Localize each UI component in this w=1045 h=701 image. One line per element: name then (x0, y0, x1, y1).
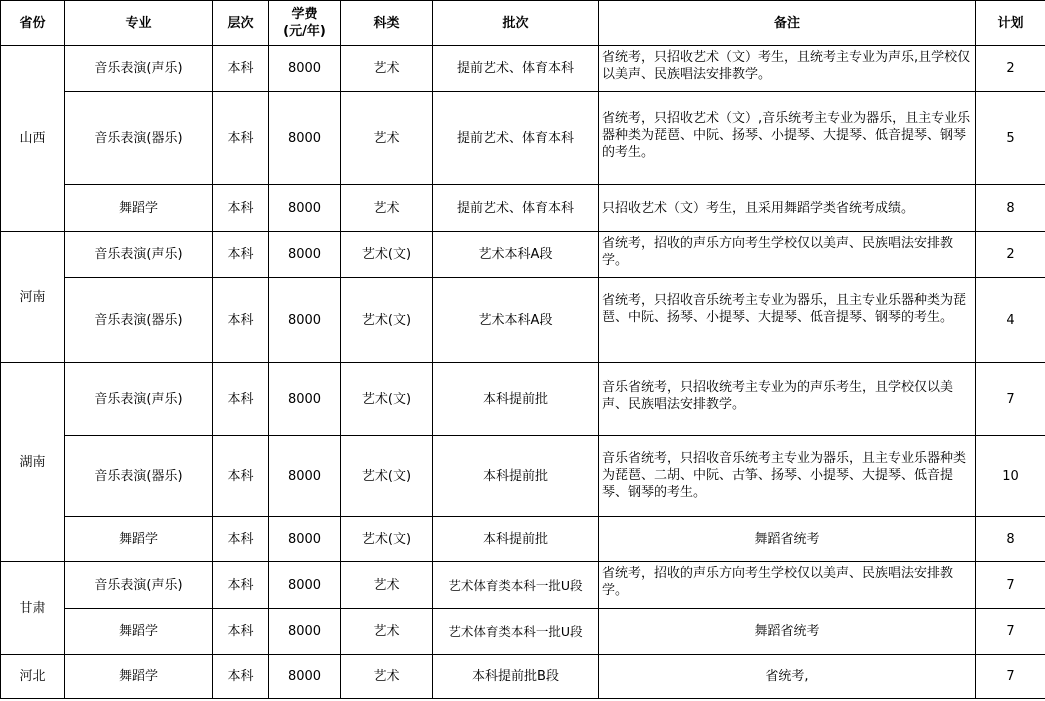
category-cell: 艺术(文) (341, 232, 433, 278)
major-cell: 音乐表演(声乐) (65, 232, 213, 278)
fee-cell: 8000 (269, 655, 341, 699)
fee-cell: 8000 (269, 46, 341, 92)
batch-cell: 艺术体育类本科一批U段 (433, 609, 599, 655)
header-fee: 学费 (元/年) (269, 1, 341, 46)
level-cell: 本科 (213, 92, 269, 185)
note-cell: 省统考, (599, 655, 976, 699)
batch-cell: 艺术本科A段 (433, 232, 599, 278)
fee-cell: 8000 (269, 185, 341, 232)
province-cell: 甘肃 (1, 562, 65, 655)
header-province: 省份 (1, 1, 65, 46)
note-cell: 省统考，招收的声乐方向考生学校仅以美声、民族唱法安排教学。 (599, 562, 976, 609)
major-cell: 音乐表演(声乐) (65, 363, 213, 436)
fee-cell: 8000 (269, 363, 341, 436)
category-cell: 艺术 (341, 562, 433, 609)
batch-cell: 提前艺术、体育本科 (433, 46, 599, 92)
table-row (1, 185, 1045, 232)
fee-cell: 8000 (269, 92, 341, 185)
level-cell: 本科 (213, 46, 269, 92)
level-cell: 本科 (213, 655, 269, 699)
major-cell: 舞蹈学 (65, 517, 213, 562)
plan-cell: 2 (976, 46, 1045, 92)
note-cell: 省统考，只招收艺术（文）考生，且统考主专业为声乐,且学校仅以美声、民族唱法安排教学。 (599, 46, 976, 92)
header-note: 备注 (599, 1, 976, 46)
level-cell: 本科 (213, 609, 269, 655)
table-row (1, 278, 1045, 363)
plan-cell: 7 (976, 655, 1045, 699)
note-cell: 省统考，只招收音乐统考主专业为器乐，且主专业乐器种类为琵琶、中阮、扬琴、小提琴、大提琴、低音提琴、钢琴的考生。 (599, 278, 976, 363)
level-cell: 本科 (213, 436, 269, 517)
note-cell: 省统考，招收的声乐方向考生学校仅以美声、民族唱法安排教学。 (599, 232, 976, 278)
category-cell: 艺术 (341, 655, 433, 699)
plan-cell: 7 (976, 363, 1045, 436)
header-plan: 计划 (976, 1, 1045, 46)
batch-cell: 本科提前批 (433, 436, 599, 517)
header-level: 层次 (213, 1, 269, 46)
major-cell: 音乐表演(器乐) (65, 436, 213, 517)
category-cell: 艺术 (341, 185, 433, 232)
category-cell: 艺术 (341, 92, 433, 185)
category-cell: 艺术 (341, 609, 433, 655)
plan-cell: 7 (976, 609, 1045, 655)
header-category: 科类 (341, 1, 433, 46)
batch-cell: 本科提前批 (433, 363, 599, 436)
header-major: 专业 (65, 1, 213, 46)
fee-cell: 8000 (269, 232, 341, 278)
major-cell: 舞蹈学 (65, 609, 213, 655)
fee-cell: 8000 (269, 609, 341, 655)
level-cell: 本科 (213, 232, 269, 278)
plan-cell: 8 (976, 517, 1045, 562)
province-cell: 湖南 (1, 363, 65, 562)
header-batch: 批次 (433, 1, 599, 46)
major-cell: 音乐表演(器乐) (65, 278, 213, 363)
category-cell: 艺术(文) (341, 363, 433, 436)
table-row (1, 92, 1045, 185)
note-cell: 只招收艺术（文）考生，且采用舞蹈学类省统考成绩。 (599, 185, 976, 232)
fee-cell: 8000 (269, 517, 341, 562)
table-row (1, 232, 1045, 278)
major-cell: 舞蹈学 (65, 655, 213, 699)
level-cell: 本科 (213, 363, 269, 436)
fee-cell: 8000 (269, 436, 341, 517)
plan-cell: 4 (976, 278, 1045, 363)
plan-cell: 10 (976, 436, 1045, 517)
batch-cell: 提前艺术、体育本科 (433, 92, 599, 185)
table-row (1, 655, 1045, 699)
level-cell: 本科 (213, 185, 269, 232)
batch-cell: 艺术体育类本科一批U段 (433, 562, 599, 609)
province-cell: 河北 (1, 655, 65, 699)
major-cell: 音乐表演(声乐) (65, 562, 213, 609)
note-cell: 音乐省统考，只招收音乐统考主专业为器乐，且主专业乐器种类为琵琶、二胡、中阮、古筝、扬琴、小提琴、大提琴、低音提琴、钢琴的考生。 (599, 436, 976, 517)
category-cell: 艺术(文) (341, 436, 433, 517)
table-row (1, 46, 1045, 92)
plan-cell: 8 (976, 185, 1045, 232)
table-row (1, 436, 1045, 517)
level-cell: 本科 (213, 517, 269, 562)
category-cell: 艺术(文) (341, 278, 433, 363)
plan-cell: 7 (976, 562, 1045, 609)
major-cell: 舞蹈学 (65, 185, 213, 232)
fee-cell: 8000 (269, 562, 341, 609)
province-cell: 河南 (1, 232, 65, 363)
plan-cell: 5 (976, 92, 1045, 185)
header-row (1, 1, 1045, 46)
table-row (1, 609, 1045, 655)
table-row (1, 562, 1045, 609)
batch-cell: 提前艺术、体育本科 (433, 185, 599, 232)
note-cell: 省统考，只招收艺术（文）,音乐统考主专业为器乐，且主专业乐器种类为琵琶、中阮、扬琴、小提琴、大提琴、低音提琴、钢琴的考生。 (599, 92, 976, 185)
category-cell: 艺术 (341, 46, 433, 92)
batch-cell: 本科提前批 (433, 517, 599, 562)
category-cell: 艺术(文) (341, 517, 433, 562)
fee-cell: 8000 (269, 278, 341, 363)
table-row (1, 517, 1045, 562)
batch-cell: 艺术本科A段 (433, 278, 599, 363)
level-cell: 本科 (213, 562, 269, 609)
table-row (1, 363, 1045, 436)
plan-cell: 2 (976, 232, 1045, 278)
note-cell: 舞蹈省统考 (599, 517, 976, 562)
note-cell: 音乐省统考，只招收统考主专业为的声乐考生，且学校仅以美声、民族唱法安排教学。 (599, 363, 976, 436)
major-cell: 音乐表演(器乐) (65, 92, 213, 185)
note-cell: 舞蹈省统考 (599, 609, 976, 655)
level-cell: 本科 (213, 278, 269, 363)
batch-cell: 本科提前批B段 (433, 655, 599, 699)
major-cell: 音乐表演(声乐) (65, 46, 213, 92)
province-cell: 山西 (1, 46, 65, 232)
